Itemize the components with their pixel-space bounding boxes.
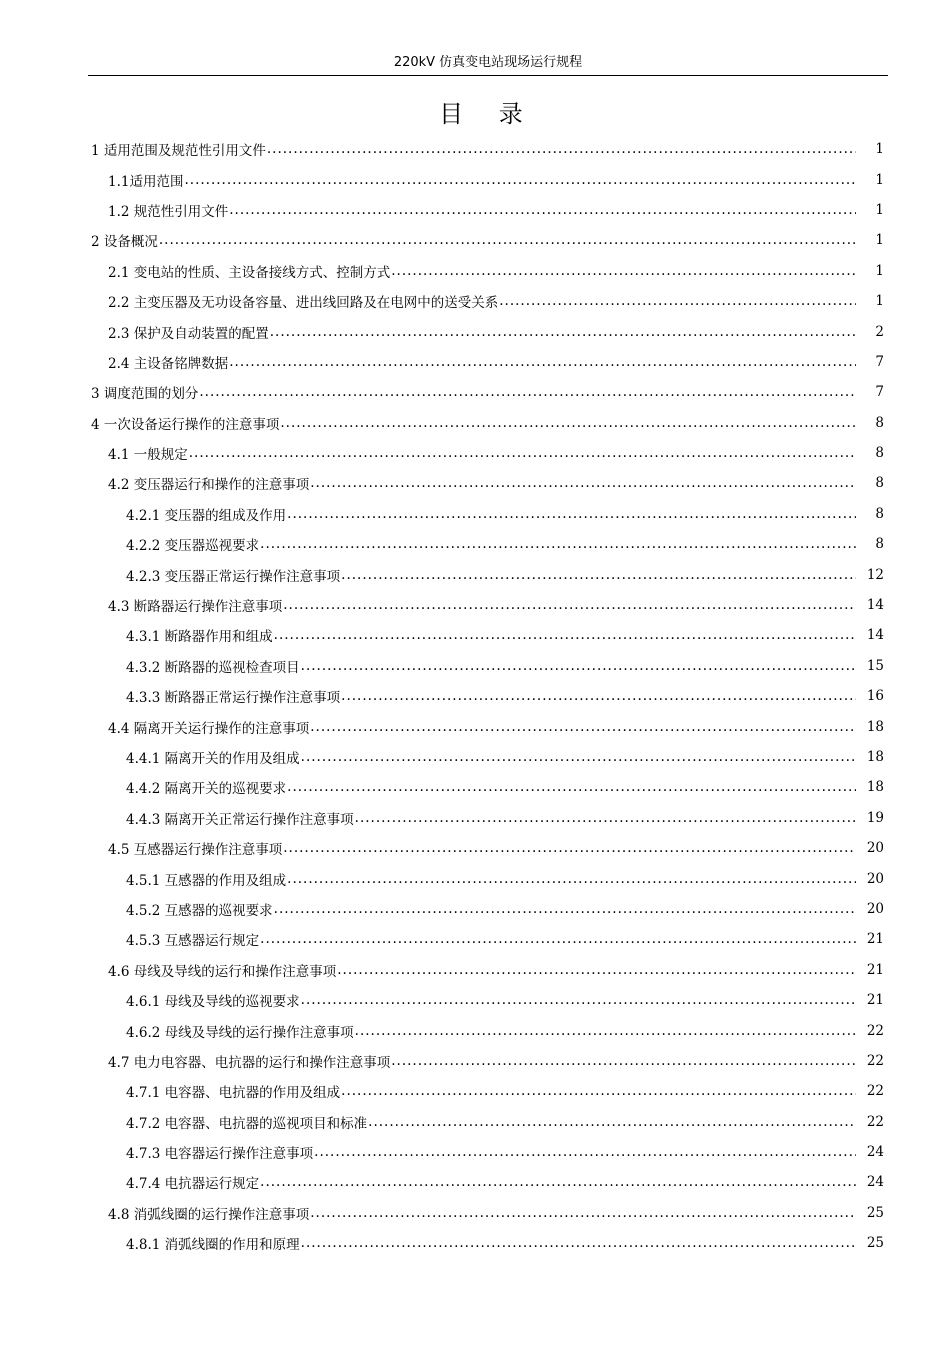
dot-leader — [283, 597, 856, 613]
toc-entry-page-number: 8 — [875, 445, 884, 462]
toc-entry[interactable] — [0, 195, 952, 225]
dot-leader — [391, 1053, 856, 1069]
dot-leader — [310, 719, 856, 735]
toc-entry-page-number: 25 — [866, 1204, 884, 1221]
toc-entry[interactable] — [0, 590, 952, 620]
dot-leader — [301, 1235, 856, 1251]
toc-entry-page-number: 1 — [875, 171, 884, 188]
toc-entry-title: 4.7 电力电容器、电抗器的运行和操作注意事项 — [108, 1054, 391, 1071]
dot-leader — [274, 901, 856, 917]
toc-entry-page-number: 14 — [866, 597, 884, 614]
dot-leader — [229, 202, 856, 218]
toc-entry-page-number: 22 — [866, 1113, 884, 1130]
toc-entry-title: 4.3.2 断路器的巡视检查项目 — [126, 659, 300, 676]
dot-leader — [337, 962, 856, 978]
dot-leader — [159, 232, 856, 248]
toc-entry-page-number: 8 — [875, 505, 884, 522]
toc-entry-page-number: 1 — [875, 201, 884, 218]
dot-leader — [301, 658, 856, 674]
table-of-contents — [0, 134, 952, 1258]
toc-entry[interactable] — [0, 1076, 952, 1106]
toc-entry-page-number: 25 — [866, 1235, 884, 1252]
toc-entry-title: 4.2 变压器运行和操作的注意事项 — [108, 477, 310, 494]
dot-leader — [310, 475, 856, 491]
toc-entry[interactable] — [0, 803, 952, 833]
dot-leader — [260, 536, 856, 552]
toc-entry[interactable] — [0, 1198, 952, 1228]
toc-entry[interactable] — [0, 225, 952, 255]
toc-entry-title: 4.7.4 电抗器运行规定 — [126, 1176, 260, 1193]
toc-entry[interactable] — [0, 711, 952, 741]
toc-entry-title: 4.5.1 互感器的作用及组成 — [126, 872, 287, 889]
dot-leader — [287, 779, 856, 795]
toc-entry[interactable] — [0, 651, 952, 681]
dot-leader — [391, 263, 856, 279]
dot-leader — [341, 567, 856, 583]
dot-leader — [368, 1114, 856, 1130]
toc-entry-title: 3 调度范围的划分 — [91, 386, 199, 403]
toc-entry[interactable] — [0, 559, 952, 589]
toc-entry-page-number: 8 — [875, 536, 884, 553]
header-divider — [88, 75, 888, 76]
toc-entry-page-number: 1 — [875, 141, 884, 158]
toc-entry[interactable] — [0, 499, 952, 529]
toc-entry[interactable] — [0, 833, 952, 863]
toc-entry[interactable] — [0, 256, 952, 286]
toc-entry-page-number: 14 — [866, 627, 884, 644]
toc-entry[interactable] — [0, 742, 952, 772]
toc-entry-title: 4.6.1 母线及导线的巡视要求 — [126, 994, 300, 1011]
toc-entry[interactable] — [0, 468, 952, 498]
toc-entry-page-number: 20 — [866, 870, 884, 887]
toc-entry-page-number: 18 — [866, 779, 884, 796]
toc-entry-page-number: 8 — [875, 475, 884, 492]
dot-leader — [229, 354, 856, 370]
toc-entry-title: 1.2 规范性引用文件 — [108, 203, 229, 220]
toc-entry-page-number: 20 — [866, 840, 884, 857]
toc-entry-title: 2.4 主设备铭牌数据 — [108, 355, 229, 372]
toc-entry-title: 4.3.3 断路器正常运行操作注意事项 — [126, 690, 341, 707]
dot-leader — [301, 992, 856, 1008]
toc-entry[interactable] — [0, 286, 952, 316]
toc-entry-title: 4.6.2 母线及导线的运行操作注意事项 — [126, 1024, 354, 1041]
toc-entry-title: 4.3 断路器运行操作注意事项 — [108, 599, 283, 616]
toc-entry-title: 4.2.1 变压器的组成及作用 — [126, 507, 287, 524]
toc-entry-page-number: 1 — [875, 293, 884, 310]
toc-entry-page-number: 21 — [866, 961, 884, 978]
dot-leader — [260, 1174, 856, 1190]
dot-leader — [184, 172, 856, 188]
dot-leader — [287, 871, 856, 887]
toc-entry-page-number: 22 — [866, 1022, 884, 1039]
toc-entry-title: 4 一次设备运行操作的注意事项 — [91, 416, 280, 433]
toc-entry[interactable] — [0, 529, 952, 559]
dot-leader — [310, 1205, 856, 1221]
toc-entry[interactable] — [0, 985, 952, 1015]
toc-entry[interactable] — [0, 1046, 952, 1076]
running-header: 220kV 仿真变电站现场运行规程 — [393, 55, 583, 70]
toc-entry[interactable] — [0, 681, 952, 711]
toc-entry[interactable] — [0, 408, 952, 438]
dot-leader — [355, 810, 856, 826]
toc-entry-title: 1 适用范围及规范性引用文件 — [91, 143, 266, 160]
toc-entry[interactable] — [0, 894, 952, 924]
dot-leader — [341, 688, 856, 704]
toc-entry-title: 4.1 一般规定 — [108, 447, 188, 464]
toc-entry-page-number: 21 — [866, 931, 884, 948]
toc-entry-title: 4.5.2 互感器的巡视要求 — [126, 902, 273, 919]
toc-entry[interactable] — [0, 347, 952, 377]
toc-entry[interactable] — [0, 1137, 952, 1167]
toc-entry-title: 4.5 互感器运行操作注意事项 — [108, 842, 283, 859]
toc-entry-page-number: 21 — [866, 992, 884, 1009]
dot-leader — [189, 445, 856, 461]
toc-entry-title: 4.7.1 电容器、电抗器的作用及组成 — [126, 1085, 341, 1102]
toc-entry-page-number: 22 — [866, 1052, 884, 1069]
toc-entry-title: 2.2 主变压器及无功设备容量、进出线回路及在电网中的送受关系 — [108, 295, 499, 312]
toc-entry-title: 4.4 隔离开关运行操作的注意事项 — [108, 720, 310, 737]
toc-entry[interactable] — [0, 377, 952, 407]
dot-leader — [260, 931, 856, 947]
toc-entry-page-number: 18 — [866, 749, 884, 765]
toc-entry[interactable] — [0, 134, 952, 164]
toc-entry-page-number: 24 — [866, 1144, 884, 1161]
toc-entry-title: 4.3.1 断路器作用和组成 — [126, 629, 273, 646]
toc-entry-title: 4.8 消弧线圈的运行操作注意事项 — [108, 1206, 310, 1223]
dot-leader — [355, 1023, 856, 1039]
toc-entry-title: 4.6 母线及导线的运行和操作注意事项 — [108, 963, 337, 980]
toc-entry-page-number: 22 — [866, 1083, 884, 1100]
toc-entry[interactable] — [0, 772, 952, 802]
toc-entry[interactable] — [0, 1107, 952, 1137]
toc-entry-page-number: 2 — [875, 323, 884, 340]
toc-entry-title: 4.8.1 消弧线圈的作用和原理 — [126, 1237, 300, 1254]
dot-leader — [199, 384, 856, 400]
toc-entry[interactable] — [0, 955, 952, 985]
toc-entry-page-number: 15 — [866, 657, 884, 674]
toc-entry-page-number: 24 — [866, 1174, 884, 1191]
toc-entry-page-number: 18 — [866, 718, 884, 735]
toc-entry[interactable] — [0, 438, 952, 468]
dot-leader — [283, 840, 856, 856]
dot-leader — [301, 749, 856, 765]
toc-entry[interactable] — [0, 164, 952, 194]
toc-entry-title: 4.4.1 隔离开关的作用及组成 — [126, 751, 300, 767]
toc-entry-page-number: 7 — [875, 353, 884, 370]
toc-entry[interactable] — [0, 620, 952, 650]
toc-entry[interactable] — [0, 1228, 952, 1258]
dot-leader — [499, 293, 856, 309]
toc-entry-page-number: 1 — [875, 232, 884, 249]
toc-entry[interactable] — [0, 1167, 952, 1197]
toc-entry-page-number: 20 — [866, 900, 884, 917]
toc-entry-page-number: 7 — [875, 384, 884, 401]
toc-entry-title: 4.7.3 电容器运行操作注意事项 — [126, 1146, 314, 1163]
toc-entry-page-number: 8 — [875, 414, 884, 431]
toc-entry[interactable] — [0, 863, 952, 893]
dot-leader — [267, 141, 856, 157]
toc-entry-title: 4.4.3 隔离开关正常运行操作注意事项 — [126, 811, 354, 828]
toc-entry-page-number: 16 — [866, 688, 884, 705]
toc-entry-title: 4.2.3 变压器正常运行操作注意事项 — [126, 568, 341, 585]
toc-entry-title: 2.3 保护及自动装置的配置 — [108, 325, 269, 342]
toc-entry-title: 4.2.2 变压器巡视要求 — [126, 538, 260, 555]
toc-entry[interactable] — [0, 316, 952, 346]
toc-entry-page-number: 12 — [866, 566, 884, 583]
toc-entry-page-number: 1 — [875, 262, 884, 279]
toc-entry[interactable] — [0, 1015, 952, 1045]
toc-entry-title: 2 设备概况 — [91, 234, 158, 251]
dot-leader — [274, 627, 856, 643]
dot-leader — [341, 1083, 856, 1099]
toc-entry[interactable] — [0, 924, 952, 954]
dot-leader — [270, 324, 856, 340]
toc-entry-title: 4.5.3 互感器运行规定 — [126, 933, 260, 950]
toc-entry-page-number: 19 — [866, 809, 884, 826]
dot-leader — [314, 1144, 856, 1160]
toc-entry-title: 4.4.2 隔离开关的巡视要求 — [126, 781, 287, 798]
toc-entry-title: 1.1适用范围 — [108, 173, 184, 190]
toc-title: 目 录 — [439, 100, 537, 128]
dot-leader — [280, 415, 856, 431]
toc-entry-title: 4.7.2 电容器、电抗器的巡视项目和标准 — [126, 1115, 368, 1132]
toc-entry-title: 2.1 变电站的性质、主设备接线方式、控制方式 — [108, 264, 391, 281]
dot-leader — [287, 506, 856, 522]
